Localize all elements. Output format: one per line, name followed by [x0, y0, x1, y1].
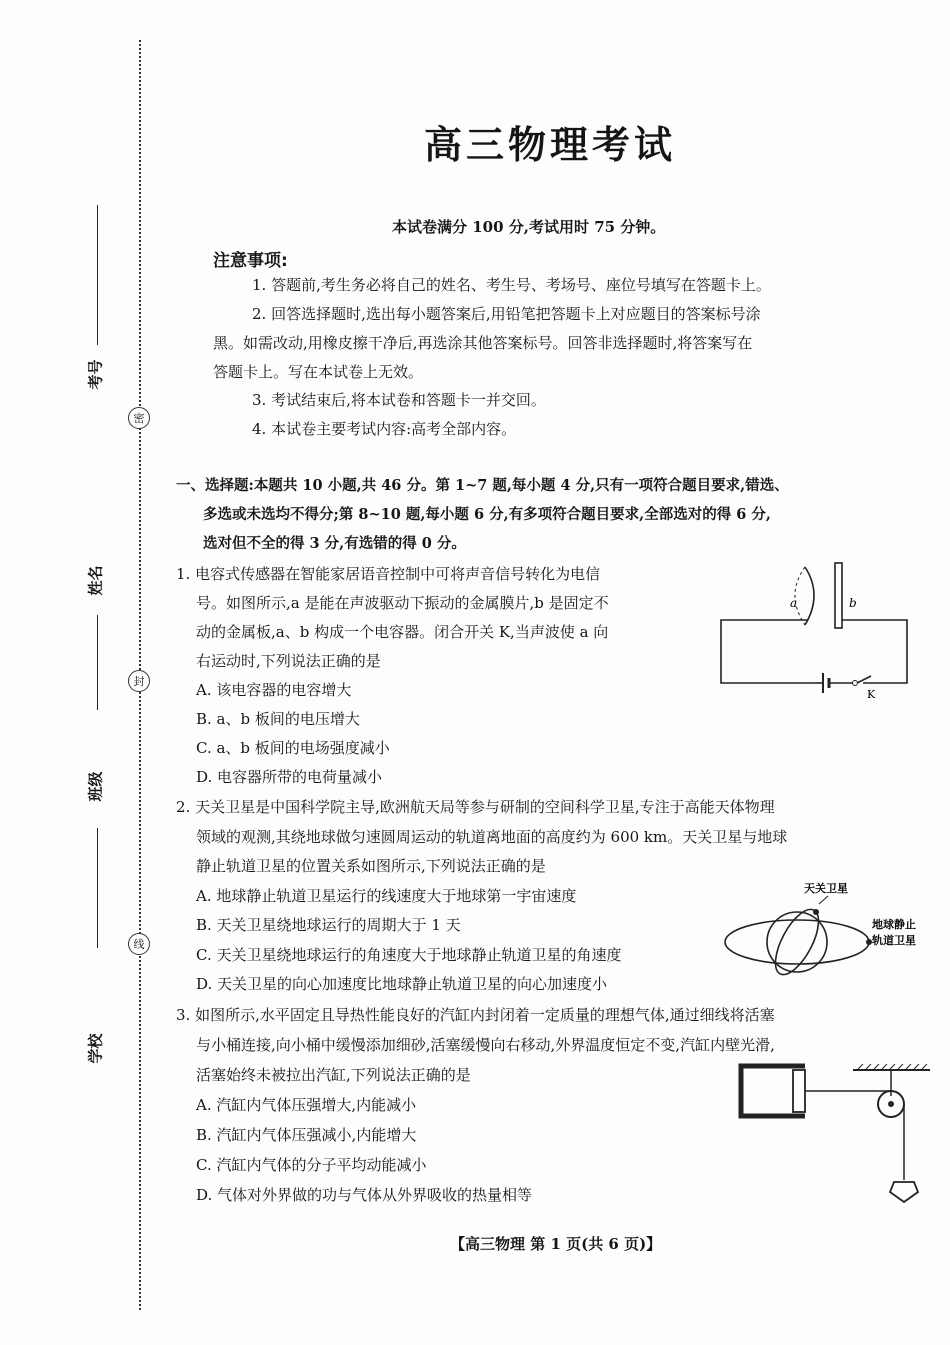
- label-geostationary-2: 轨道卫星: [872, 934, 916, 947]
- switch-contact: [853, 681, 858, 686]
- notice-line: 4. 本试卷主要考试内容:高考全部内容。: [252, 420, 517, 438]
- circuit-wire-right: [842, 620, 907, 683]
- question-3-option-c: C. 汽缸内气体的分子平均动能减小: [196, 1156, 427, 1174]
- question-1-option-c: C. a、b 板间的电场强度减小: [196, 739, 390, 757]
- question-2-stem: 领域的观测,其绕地球做匀速圆周运动的轨道离地面的高度约为 600 km。天关卫星与地球: [196, 828, 788, 846]
- seal-mark-mi: 密: [128, 407, 150, 429]
- capacitor-circuit-diagram: [715, 555, 915, 705]
- notice-line: 黑。如需改动,用橡皮擦干净后,再选涂其他答案标号。回答非选择题时,将答案写在: [213, 334, 753, 352]
- label-geostationary-1: 地球静止: [872, 918, 916, 931]
- question-3-stem: 3. 如图所示,水平固定且导热性能良好的汽缸内封闭着一定质量的理想气体,通过细线将活塞: [176, 1006, 775, 1024]
- section-instructions: 选对但不全的得 3 分,有选错的得 0 分。: [203, 535, 466, 552]
- notice-line: 2. 回答选择题时,选出每小题答案后,用铅笔把答题卡上对应题目的答案标号涂: [252, 305, 761, 323]
- seal-mark-xian: 线: [128, 933, 150, 955]
- notice-line: 1. 答题前,考生务必将自己的姓名、考生号、考场号、座位号填写在答题卡上。: [252, 276, 771, 294]
- question-3-option-d: D. 气体对外界做的功与气体从外界吸收的热量相等: [196, 1186, 533, 1204]
- notice-heading: 注意事项:: [213, 251, 288, 271]
- switch-lever: [857, 676, 871, 683]
- page-footer: 【高三物理 第 1 页(共 6 页)】: [450, 1235, 662, 1253]
- page-title: 高三物理考试: [423, 123, 676, 167]
- field-label-exam-number: 考号: [86, 359, 105, 390]
- field-label-class: 班级: [86, 771, 105, 802]
- field-line-exam-number: [97, 205, 99, 345]
- plate-b-shape: [835, 563, 842, 628]
- tianguan-satellite-dot: [813, 909, 819, 915]
- question-1-stem: 动的金属板,a、b 构成一个电容器。闭合开关 K,当声波使 a 向: [196, 623, 609, 641]
- question-1-option-a: A. 该电容器的电容增大: [196, 681, 352, 699]
- seal-mark-feng: 封: [128, 670, 150, 692]
- question-1-stem: 右运动时,下列说法正确的是: [196, 652, 381, 670]
- label-tianguan: 天关卫星: [804, 882, 848, 895]
- question-2-stem: 2. 天关卫星是中国科学院主导,欧洲航天局等参与研制的空间科学卫星,专注于高能天体物理: [176, 798, 775, 816]
- geostationary-orbit-ellipse: [725, 920, 869, 964]
- satellite-orbit-diagram: [712, 880, 940, 980]
- circuit-wire-left: [721, 620, 815, 683]
- question-3-stem: 与小桶连接,向小桶中缓慢添加细砂,活塞缓慢向右移动,外界温度恒定不变,汽缸内壁光滑,: [196, 1036, 775, 1054]
- question-3-option-b: B. 汽缸内气体压强减小,内能增大: [196, 1126, 417, 1144]
- question-3-stem: 活塞始终未被拉出汽缸,下列说法正确的是: [196, 1066, 471, 1084]
- question-1-option-b: B. a、b 板间的电压增大: [196, 710, 360, 728]
- question-1-option-d: D. 电容器所带的电荷量减小: [196, 768, 383, 786]
- field-line-class: [97, 828, 99, 948]
- notice-line: 答题卡上。写在本试卷上无效。: [213, 363, 424, 381]
- membrane-a-shape: [805, 567, 814, 625]
- section-instructions: 一、选择题:本题共 10 小题,共 46 分。第 1~7 题,每小题 4 分,只有一项符合题目要求,错选、: [176, 477, 789, 494]
- bucket: [890, 1182, 918, 1202]
- label-k: K: [867, 688, 876, 701]
- pointer-line: [819, 896, 828, 904]
- field-label-name: 姓名: [86, 565, 105, 596]
- question-2-option-d: D. 天关卫星的向心加速度比地球静止轨道卫星的向心加速度小: [196, 975, 608, 993]
- tianguan-orbit-ellipse: [767, 903, 827, 980]
- label-a: a: [790, 596, 798, 610]
- cylinder-piston-diagram: [735, 1060, 935, 1210]
- notice-line: 3. 考试结束后,将本试卷和答题卡一并交回。: [252, 391, 546, 409]
- pulley-axle: [888, 1101, 894, 1107]
- piston: [793, 1070, 805, 1112]
- question-2-option-c: C. 天关卫星绕地球运行的角速度大于地球静止轨道卫星的角速度: [196, 946, 622, 964]
- question-3-option-a: A. 汽缸内气体压强增大,内能减小: [196, 1096, 417, 1114]
- question-2-option-b: B. 天关卫星绕地球运行的周期大于 1 天: [196, 916, 461, 934]
- question-1-stem: 1. 电容式传感器在智能家居语音控制中可将声音信号转化为电信: [176, 565, 601, 583]
- field-line-name: [97, 615, 99, 710]
- label-b: b: [849, 596, 857, 610]
- question-1-stem: 号。如图所示,a 是能在声波驱动下振动的金属膜片,b 是固定不: [196, 594, 609, 612]
- exam-info: 本试卷满分 100 分,考试用时 75 分钟。: [392, 218, 666, 236]
- question-2-option-a: A. 地球静止轨道卫星运行的线速度大于地球第一宇宙速度: [196, 887, 577, 905]
- field-label-school: 学校: [86, 1033, 105, 1064]
- section-instructions: 多选或未选均不得分;第 8~10 题,每小题 6 分,有多项符合题目要求,全部选对的得 6 分,: [203, 506, 771, 523]
- question-2-stem: 静止轨道卫星的位置关系如图所示,下列说法正确的是: [196, 857, 546, 875]
